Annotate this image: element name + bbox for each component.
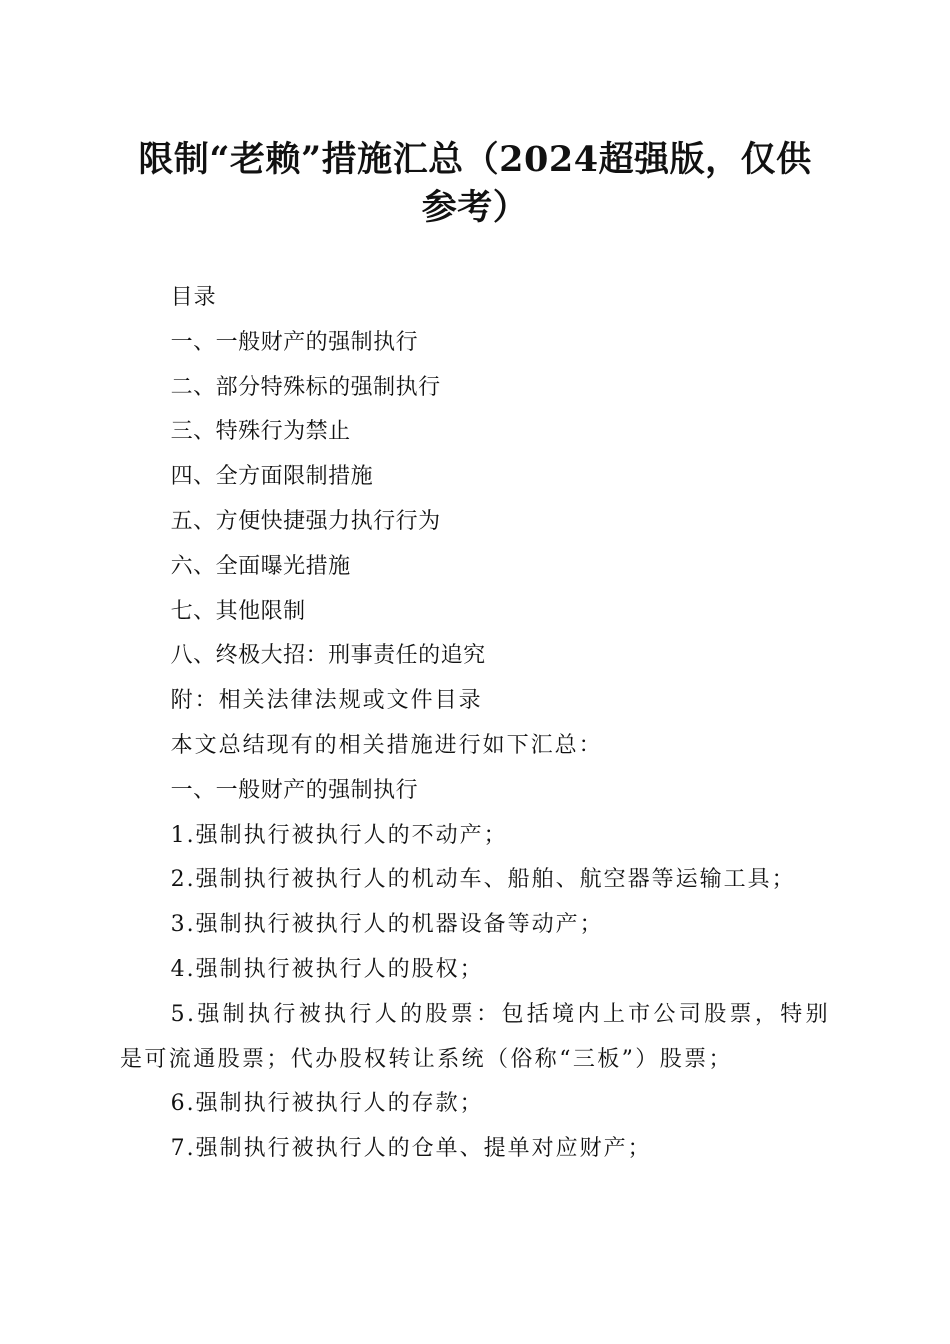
appendix-line: 附：相关法律法规或文件目录 (170, 688, 483, 714)
toc-item: 二、部分特殊标的强制执行 (170, 374, 441, 400)
toc-item: 六、全面曝光措施 (170, 553, 351, 579)
list-item: 3.强制执行被执行人的机器设备等动产； (170, 912, 604, 938)
document-title (120, 136, 830, 232)
list-item: 5.强制执行被执行人的股票：包括境内上市公司股票，特别是可流通股票；代办股权转让系统（俗称“三板”）股票； (120, 1001, 830, 1072)
intro-paragraph: 本文总结现有的相关措施进行如下汇总： (170, 732, 603, 758)
list-item: 6.强制执行被执行人的存款； (170, 1091, 484, 1117)
title-line-2: 参考） (421, 187, 529, 228)
toc-item: 七、其他限制 (170, 598, 306, 624)
toc-item: 四、全方面限制措施 (170, 464, 374, 490)
title-line-1: 限制“老赖”措施汇总（2024超强版，仅供 (138, 139, 812, 180)
toc-item: 八、终极大招：刑事责任的追究 (170, 643, 486, 669)
toc-item: 一、一般财产的强制执行 (170, 329, 419, 355)
list-item: 4.强制执行被执行人的股权； (170, 956, 484, 982)
list-item: 1.强制执行被执行人的不动产； (170, 822, 508, 848)
list-item: 2.强制执行被执行人的机动车、船舶、航空器等运输工具； (170, 867, 796, 893)
document-body (120, 276, 830, 1172)
section-heading: 一、一般财产的强制执行 (170, 777, 419, 803)
toc-item: 三、特殊行为禁止 (170, 419, 351, 445)
list-item: 7.强制执行被执行人的仓单、提单对应财产； (170, 1136, 652, 1162)
toc-heading: 目录 (170, 285, 217, 310)
toc-item: 五、方便快捷强力执行行为 (170, 508, 441, 534)
